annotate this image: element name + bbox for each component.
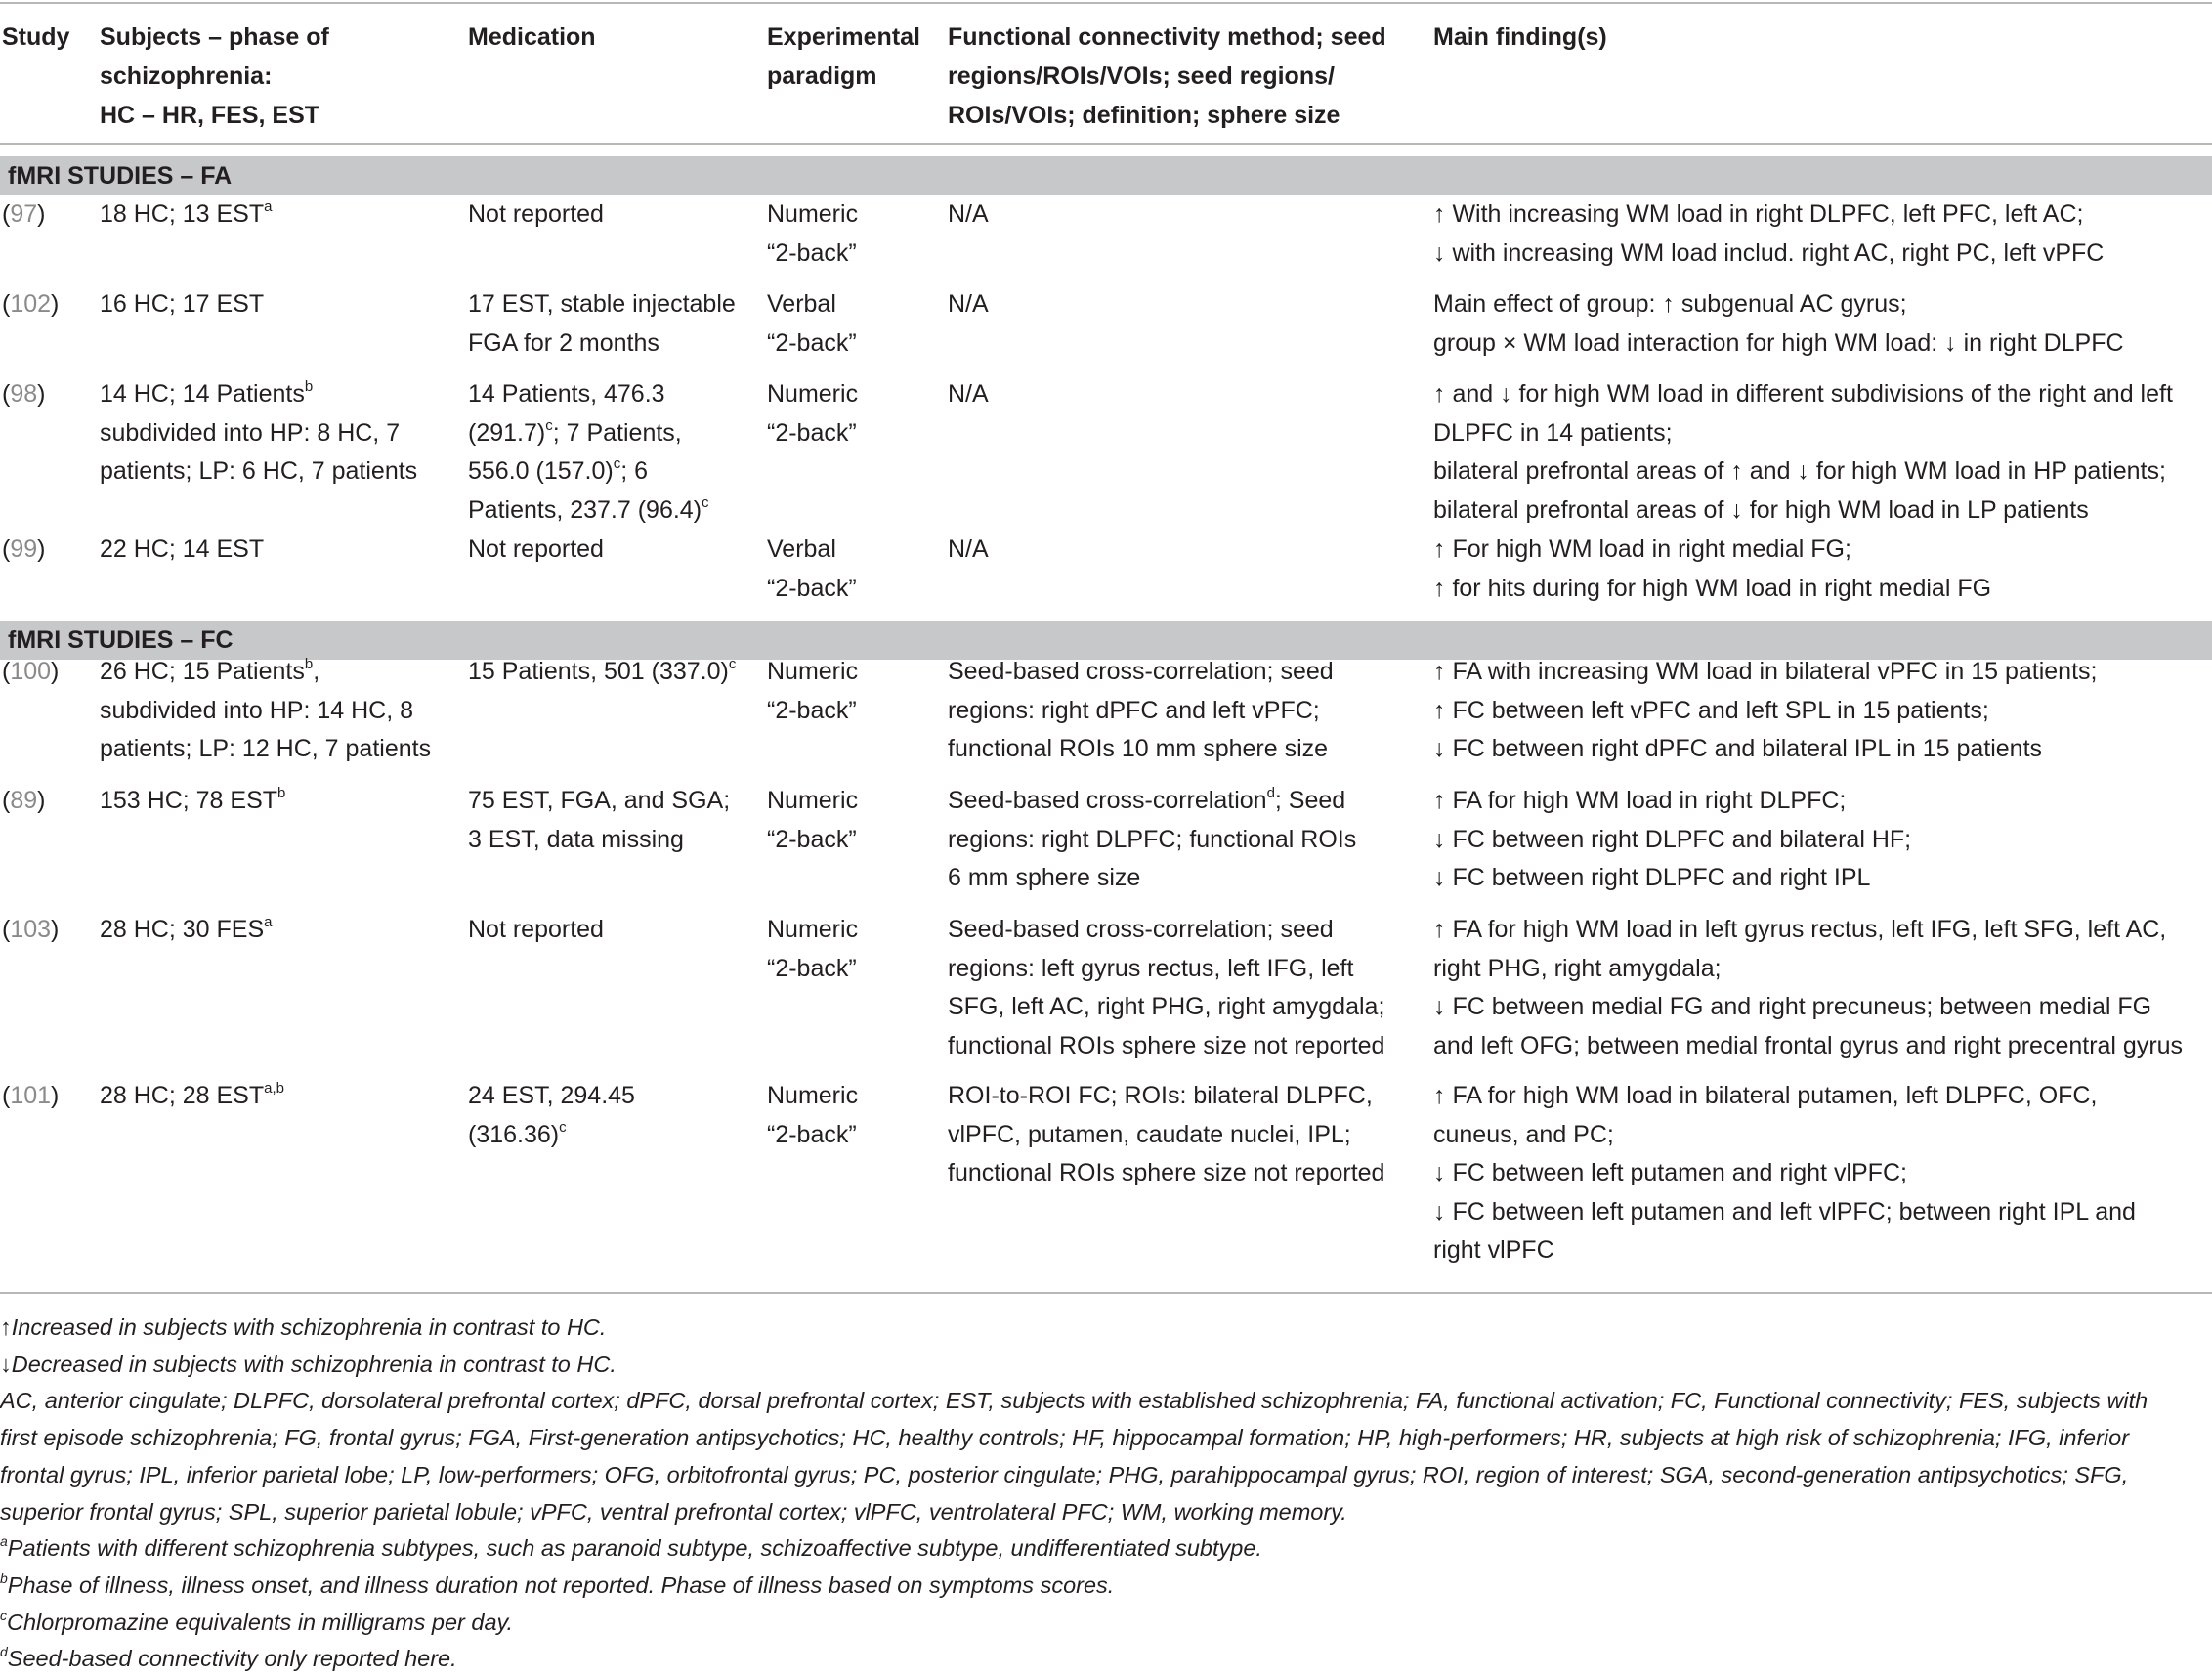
subjects-cell xyxy=(100,782,285,821)
cell-line: Verbal xyxy=(767,290,836,318)
note-abbrev-line: AC, anterior cingulate; DLPFC, dorsolateral prefrontal cortex; dPFC, dorsal prefrontal cortex; EST, subjects with established schizophrenia; FA, functional activation; FC, Functional connectivity; FES, subjects with xyxy=(0,1388,2148,1414)
ref-number[interactable]: 98 xyxy=(10,380,38,408)
header-subjects xyxy=(100,18,329,135)
header-medication xyxy=(468,18,596,57)
cell-line: 14 HC; 14 Patients$^b$ xyxy=(100,378,314,408)
medication-cell xyxy=(468,195,604,235)
cell-line: functional ROIs 10 mm sphere size xyxy=(948,735,1329,762)
cell-line: ↑ FA with increasing WM load in bilateral vPFC in 15 patients; xyxy=(1433,658,2098,685)
cell-line: ↑ FA for high WM load in right DLPFC; xyxy=(1433,787,1847,814)
paradigm-cell xyxy=(767,653,858,730)
cell-line: N/A xyxy=(948,536,989,563)
medication-cell xyxy=(468,782,730,859)
header-findings xyxy=(1433,18,1607,57)
method-cell xyxy=(948,195,989,235)
cell-line: $(291.7)^c$; 7 Patients, xyxy=(468,416,682,447)
study-ref: (103) xyxy=(2,916,60,943)
table-header xyxy=(0,4,2212,141)
header-line: Functional connectivity method; seed xyxy=(948,23,1386,51)
cell-line: Seed-based cross-correlation; seed xyxy=(948,916,1334,943)
study-ref: (89) xyxy=(2,787,46,814)
method-cell xyxy=(948,911,1384,1065)
table-notes xyxy=(0,1310,2212,1678)
footnote-b: $^b$Phase of illness, illness onset, and illness duration not reported. Phase of illness based on symptoms scores. xyxy=(0,1570,1115,1598)
cell-line: cuneus, and PC; xyxy=(1433,1120,1614,1148)
findings-cell xyxy=(1433,531,1991,608)
header-line: regions/ROIs/VOIs; seed regions/ xyxy=(948,63,1335,90)
cell-line: right PHG, right amygdala; xyxy=(1433,954,1722,982)
cell-line: ↑ FA for high WM load in left gyrus rectus, left IFG, left SFG, left AC, xyxy=(1433,916,2167,943)
cell-line: Not reported xyxy=(468,536,604,563)
cell-line: Not reported xyxy=(468,200,604,228)
findings-cell xyxy=(1433,195,2104,273)
cell-line: ↓ FC between medial FG and right precuneus; between medial FG xyxy=(1433,993,2152,1020)
paradigm-cell xyxy=(767,1077,858,1154)
method-cell xyxy=(948,375,989,414)
cell-line: 26 HC; 15 Patients$^b$, xyxy=(100,656,320,685)
findings-cell xyxy=(1433,375,2173,530)
cell-line: ↓ with increasing WM load includ. right AC, right PC, left vPFC xyxy=(1433,238,2105,267)
cell-line: “2-back” xyxy=(767,328,857,357)
cell-line: $(316.36)^c$ xyxy=(468,1118,567,1148)
cell-line: 28 HC; 28 EST$^{a,b}$ xyxy=(100,1080,284,1109)
method-cell xyxy=(948,531,989,570)
medication-cell xyxy=(468,1077,635,1154)
medication-cell xyxy=(468,531,604,570)
note-abbrev-line: superior frontal gyrus; SPL, superior parietal lobule; vPFC, ventral prefrontal cortex; vlPFC, ventrolateral PFC; WM, working memory. xyxy=(0,1498,1347,1525)
header-line: Study xyxy=(2,23,70,51)
cell-line: 15 Patients, 501 $(337.0)^c$ xyxy=(468,656,737,685)
method-cell xyxy=(948,653,1334,769)
cell-line: patients; LP: 6 HC, 7 patients xyxy=(100,457,418,485)
findings-cell xyxy=(1433,782,1911,898)
medication-cell xyxy=(468,911,604,950)
subjects-cell xyxy=(100,195,272,235)
findings-cell xyxy=(1433,911,2183,1065)
study-ref: (100) xyxy=(2,658,60,685)
cell-line: “2-back” xyxy=(767,1120,857,1148)
cell-line: Numeric xyxy=(767,658,859,685)
cell-line: Numeric xyxy=(767,1082,859,1109)
cell-line: 75 EST, FGA, and SGA; xyxy=(468,787,731,814)
cell-line: 24 EST, 294.45 xyxy=(468,1082,635,1109)
subjects-cell xyxy=(100,911,272,950)
cell-line: ROI-to-ROI FC; ROIs: bilateral DLPFC, xyxy=(948,1082,1373,1109)
header-fc-method xyxy=(948,18,1386,135)
medication-cell xyxy=(468,285,736,363)
ref-number[interactable]: 97 xyxy=(10,200,38,228)
cell-line: “2-back” xyxy=(767,825,857,853)
cell-line: FGA for 2 months xyxy=(468,328,659,357)
cell-line: and left OFG; between medial frontal gyrus and right precentral gyrus xyxy=(1433,1031,2184,1059)
cell-line: ↓ FC between right DLPFC and bilateral HF; xyxy=(1433,825,1912,853)
paradigm-cell xyxy=(767,531,857,608)
study-ref: (102) xyxy=(2,290,60,318)
medication-cell xyxy=(468,375,709,530)
findings-cell xyxy=(1433,285,2124,363)
ref-number[interactable]: 99 xyxy=(10,536,38,563)
note-decreased: ↓Decreased in subjects with schizophrenia in contrast to HC. xyxy=(0,1351,617,1377)
cell-line: 16 HC; 17 EST xyxy=(100,290,265,318)
section-fa-label: fMRI STUDIES – FA xyxy=(8,162,233,190)
subjects-cell xyxy=(100,1077,284,1116)
footnote-a: $^a$Patients with different schizophrenia subtypes, such as paranoid subtype, schizoaffective subtype, undifferentiated subtype. xyxy=(0,1533,1262,1562)
cell-line: Patients, 237.7 $(96.4)^c$ xyxy=(468,494,709,524)
study-ref: (97) xyxy=(2,200,46,228)
cell-line: subdivided into HP: 8 HC, 7 xyxy=(100,418,401,447)
header-paradigm xyxy=(767,18,920,96)
cell-line: “2-back” xyxy=(767,418,857,447)
cell-line: regions: right dPFC and left vPFC; xyxy=(948,696,1320,724)
cell-line: bilateral prefrontal areas of ↓ for high WM load in LP patients xyxy=(1433,495,2089,524)
method-cell xyxy=(948,1077,1384,1193)
cell-line: Numeric xyxy=(767,380,859,408)
cell-line: bilateral prefrontal areas of ↑ and ↓ for high WM load in HP patients; xyxy=(1433,457,2166,485)
cell-line: 14 Patients, 476.3 xyxy=(468,380,665,408)
cell-line: N/A xyxy=(948,200,989,228)
cell-line: Seed-based cross-correlation; seed xyxy=(948,658,1334,685)
cell-line: 556.0 $(157.0)^c$; 6 xyxy=(468,455,649,485)
section-fa xyxy=(0,156,2212,195)
cell-line: 17 EST, stable injectable xyxy=(468,290,736,318)
cell-line: Not reported xyxy=(468,916,604,943)
header-study xyxy=(2,18,69,57)
method-cell xyxy=(948,285,989,324)
ref-number[interactable]: 100 xyxy=(10,658,52,685)
cell-line: ↓ FC between right dPFC and bilateral IPL in 15 patients xyxy=(1433,735,2043,762)
paradigm-cell xyxy=(767,285,857,363)
header-line: Main finding(s) xyxy=(1433,23,1607,51)
cell-line: ↑ With increasing WM load in right DLPFC, left PFC, left AC; xyxy=(1433,200,2084,228)
table-header-rule xyxy=(0,143,2212,145)
subjects-cell xyxy=(100,285,264,324)
note-abbrev-line: frontal gyrus; IPL, inferior parietal lobe; LP, low-performers; OFG, orbitofrontal gyrus; PC, posterior cingulate; PHG, parahippocampal gyrus; ROI, region of interest; SGA, second-generation antipsychotics; SFG, xyxy=(0,1461,2129,1487)
paradigm-cell xyxy=(767,375,858,452)
ref-number[interactable]: 103 xyxy=(10,916,52,943)
footnote-d: $^d$Seed-based connectivity only reported here. xyxy=(0,1644,457,1672)
cell-line: Main effect of group: ↑ subgenual AC gyrus; xyxy=(1433,290,1907,318)
cell-line: patients; LP: 12 HC, 7 patients xyxy=(100,735,432,762)
note-abbrev-line: first episode schizophrenia; FG, frontal gyrus; FGA, First-generation antipsychotics; HC, healthy controls; HF, hippocampal formation; HP, high-performers; HR, subjects at high risk of schizophrenia; IFG, inferior xyxy=(0,1425,2130,1451)
section-fc-label: fMRI STUDIES – FC xyxy=(8,626,234,654)
cell-line: ↓ FC between right DLPFC and right IPL xyxy=(1433,864,1871,891)
cell-line: regions: left gyrus rectus, left IFG, left xyxy=(948,954,1354,982)
findings-cell xyxy=(1433,653,2097,769)
subjects-cell xyxy=(100,653,431,769)
cell-line: Numeric xyxy=(767,200,859,228)
cell-line: ↑ For high WM load in right medial FG; xyxy=(1433,536,1851,563)
cell-line: 6 mm sphere size xyxy=(948,864,1141,891)
method-cell xyxy=(948,782,1356,898)
note-increased: ↑Increased in subjects with schizophrenia in contrast to HC. xyxy=(0,1314,607,1340)
cell-line: “2-back” xyxy=(767,954,857,982)
header-line: HC – HR, FES, EST xyxy=(100,102,320,129)
ref-number[interactable]: 101 xyxy=(10,1082,52,1109)
cell-line: N/A xyxy=(948,290,989,318)
cell-line: vlPFC, putamen, caudate nuclei, IPL; xyxy=(948,1120,1351,1148)
subjects-cell xyxy=(100,375,417,492)
cell-line: 153 HC; 78 EST$^b$ xyxy=(100,785,286,814)
paradigm-cell xyxy=(767,911,858,988)
footnote-c: $^c$Chlorpromazine equivalents in milligrams per day. xyxy=(0,1607,514,1635)
cell-line: Verbal xyxy=(767,536,836,563)
header-line: Experimental xyxy=(767,23,921,51)
ref-number[interactable]: 89 xyxy=(10,787,38,814)
paradigm-cell xyxy=(767,782,858,859)
cell-line: 22 HC; 14 EST xyxy=(100,536,265,563)
cell-line: “2-back” xyxy=(767,238,857,267)
cell-line: 18 HC; 13 EST$^a$ xyxy=(100,198,273,228)
cell-line: ↑ and ↓ for high WM load in different subdivisions of the right and left xyxy=(1433,380,2173,408)
cell-line: right vlPFC xyxy=(1433,1236,1554,1264)
cell-line: Numeric xyxy=(767,787,859,814)
table-bottom-rule xyxy=(0,1292,2212,1294)
ref-number[interactable]: 102 xyxy=(10,290,52,318)
study-ref: (101) xyxy=(2,1082,60,1109)
cell-line: ↓ FC between left putamen and left vlPFC; between right IPL and xyxy=(1433,1197,2136,1226)
cell-line: 3 EST, data missing xyxy=(468,825,684,853)
cell-line: “2-back” xyxy=(767,696,857,724)
cell-line: N/A xyxy=(948,380,989,408)
header-line: schizophrenia: xyxy=(100,63,273,90)
cell-line: SFG, left AC, right PHG, right amygdala; xyxy=(948,993,1385,1020)
study-ref: (99) xyxy=(2,536,46,563)
cell-line: ↑ FC between left vPFC and left SPL in 15 patients; xyxy=(1433,696,1989,724)
cell-line: 28 HC; 30 FES$^a$ xyxy=(100,914,273,943)
medication-cell xyxy=(468,653,736,692)
cell-line: Numeric xyxy=(767,916,859,943)
header-line: Medication xyxy=(468,23,596,51)
cell-line: regions: right DLPFC; functional ROIs xyxy=(948,825,1357,853)
cell-line: functional ROIs sphere size not reported xyxy=(948,1159,1385,1186)
cell-line: Seed-based cross-correlation$^d$; Seed xyxy=(948,785,1346,814)
cell-line: “2-back” xyxy=(767,574,857,602)
cell-line: DLPFC in 14 patients; xyxy=(1433,418,1673,447)
paradigm-cell xyxy=(767,195,858,273)
header-line: paradigm xyxy=(767,63,877,90)
header-line: ROIs/VOIs; definition; sphere size xyxy=(948,102,1340,129)
cell-line: group × WM load interaction for high WM load: ↓ in right DLPFC xyxy=(1433,328,2124,357)
subjects-cell xyxy=(100,531,264,570)
cell-line: functional ROIs sphere size not reported xyxy=(948,1031,1385,1059)
study-ref: (98) xyxy=(2,380,46,408)
cell-line: ↓ FC between left putamen and right vlPFC; xyxy=(1433,1159,1907,1186)
cell-line: ↑ FA for high WM load in bilateral putamen, left DLPFC, OFC, xyxy=(1433,1082,2098,1109)
header-line: Subjects – phase of xyxy=(100,23,329,51)
cell-line: subdivided into HP: 14 HC, 8 xyxy=(100,696,414,724)
cell-line: ↑ for hits during for high WM load in right medial FG xyxy=(1433,574,1992,602)
findings-cell xyxy=(1433,1077,2136,1270)
